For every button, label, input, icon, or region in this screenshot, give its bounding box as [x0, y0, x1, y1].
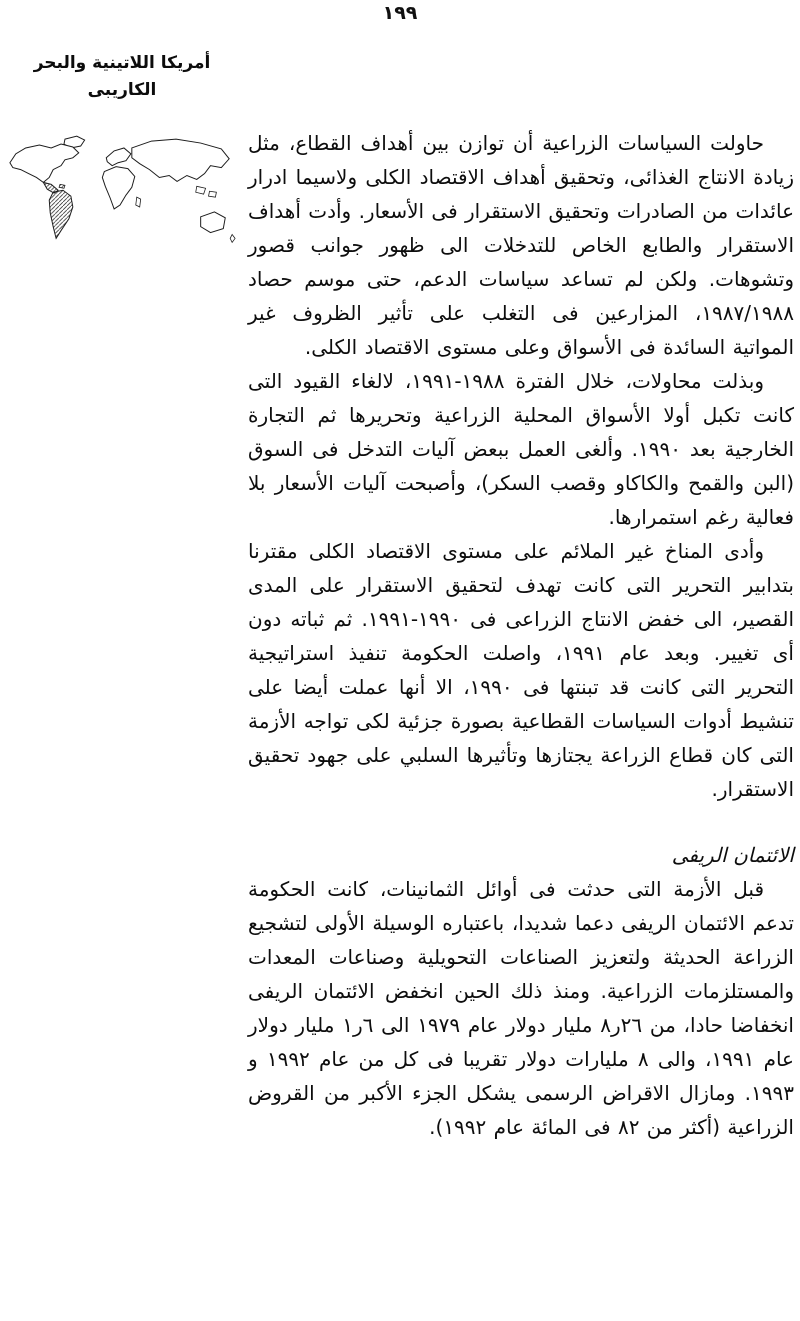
region-title — [4, 50, 240, 104]
page-number: ١٩٩ — [382, 2, 418, 24]
article-text — [248, 126, 794, 1144]
region-title-line1: أمريكا اللاتينية والبحر — [33, 53, 211, 73]
body-paragraph-4: قبل الأزمة التى حدثت فى أوائل الثمانينات، كانت الحكومة تدعم الائتمان الريفى دعما شديدا، باعتباره الوسيلة الأولى لتشجيع الزراعة الحديثة ولتعزيز الصناعات التحويلية وصناعات المعدات والمستلزمات الزراعية. ومنذ ذلك الحين انخفض الائتمان الريفى انخفاضا حادا، من ٢٦ر٨ مليار دولار عام ١٩٧٩ الى ٦ر١ مليار دولار عام ١٩٩١، والى ٨ مليارات دولار تقريبا فى كل من عام ١٩٩٢ و ١٩٩٣. ومازال الاقراض الرسمى يشكل الجزء الأكبر من القروض الزراعية (أكثر من ٨٢ فى المائة عام ١٩٩٢). — [248, 877, 794, 1139]
margin-column — [4, 50, 240, 280]
body-paragraph-3: وأدى المناخ غير الملائم على مستوى الاقتصاد الكلى مقترنا بتدابير التحرير التى كانت تهدف لتحقيق الاستقرار على المدى القصير، الى خفض الانتاج الزراعى فى ١٩٩٠-١٩٩١. ثم ثباته دون أى تغيير. وبعد عام ١٩٩١، واصلت الحكومة تنفيذ استراتيجية التحرير التى كانت قد تبنتها فى ١٩٩٠، الا أنها عملت أيضا على تنشيط أدوات السياسات القطاعية بصورة جزئية لكى تواجه الأزمة التى كان قطاع الزراعة يجتازها وتأثيرها السلبي على جهود تحقيق الاستقرار. — [248, 539, 795, 801]
world-map-latin-america-highlighted-icon — [4, 130, 240, 280]
world-map-figure — [4, 130, 240, 280]
section-heading-rural-credit: الائتمان الريفى — [671, 843, 794, 867]
body-paragraph-1: حاولت السياسات الزراعية أن توازن بين أهداف القطاع، مثل زيادة الانتاج الغذائى، وتحقيق أهداف الاقتصاد الكلى ولاسيما ادرار عائدات من الصادرات وتحقيق الاستقرار فى الأسعار. وأدت أهداف الاستقرار والطابع الخاص للتدخلات الى ظهور جوانب قصور وتشوهات. ولكن لم تساعد سياسات الدعم، حتى موسم حصاد ١٩٨٧/١٩٨٨، المزارعين فى التغلب على تأثير الظروف غير المواتية السائدة فى الأسواق وعلى مستوى الاقتصاد الكلى. — [248, 131, 794, 359]
body-paragraph-2: وبذلت محاولات، خلال الفترة ١٩٨٨-١٩٩١، لالغاء القيود التى كانت تكبل أولا الأسواق المحلية الزراعية وتحريرها ثم التجارة الخارجية بعد ١٩٩٠. وألغى العمل ببعض آليات التدخل فى السوق (البن والقمح والكاكاو وقصب السكر)، وأصبحت آليات الأسعار بلا فعالية رغم استمرارها. — [248, 369, 794, 529]
region-title-line2: الكاريبى — [87, 80, 157, 100]
